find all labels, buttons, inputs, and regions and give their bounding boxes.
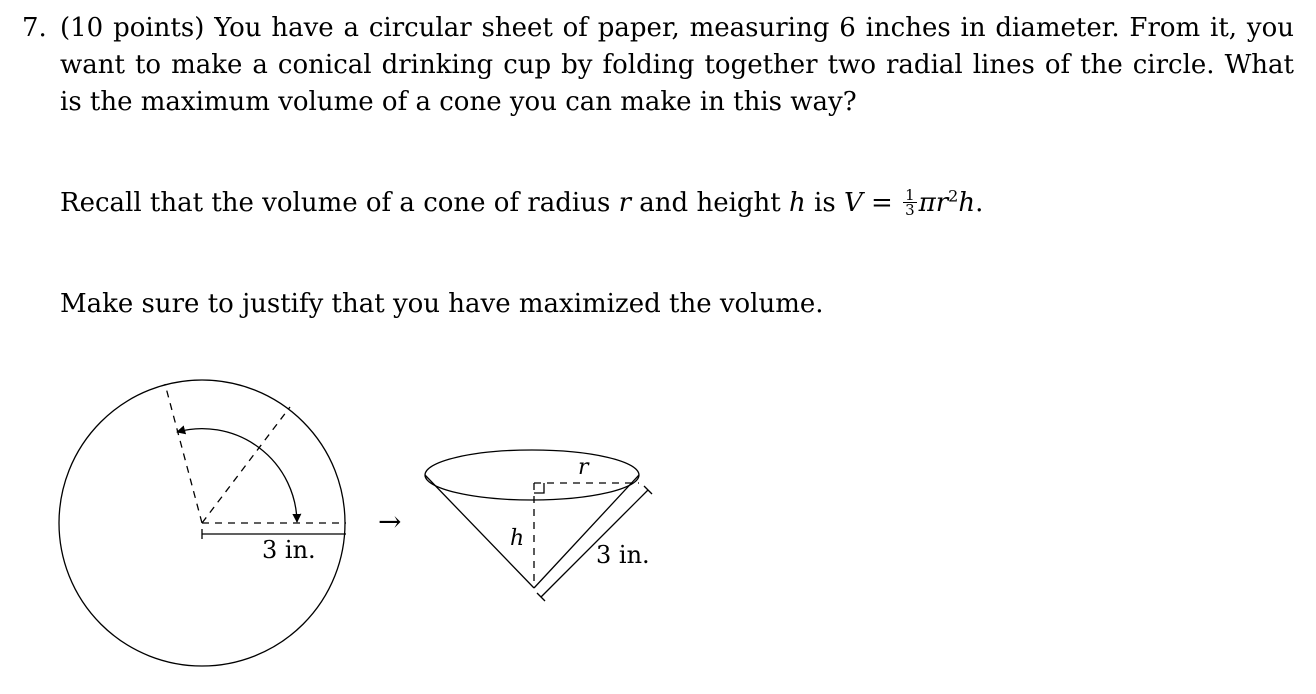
problem-block [22, 10, 1294, 121]
var-h-end: h [958, 188, 976, 218]
r-squared-base: r [935, 188, 949, 218]
cone-height-label: h [510, 526, 525, 551]
cone-rim [425, 450, 639, 500]
var-V: V [843, 188, 863, 218]
problem-number: 7. [22, 13, 47, 43]
fold-arc-arrow [177, 429, 297, 522]
cone-slant-label: 3 in. [596, 541, 650, 569]
figure-svg [0, 370, 1316, 690]
figure [0, 370, 1316, 690]
pi-symbol: π [918, 188, 936, 218]
volume-formula-line [60, 185, 983, 222]
recall-and-height: and height [639, 188, 781, 218]
recall-prefix: Recall that the volume of a cone of radius [60, 188, 611, 218]
fraction-denominator: 3 [905, 200, 915, 219]
circle-radius-label: 3 in. [262, 536, 316, 564]
problem-statement: (10 points) You have a circular sheet of paper, measuring 6 inches in diameter. From it, you want to make a conical drinking cup by folding together two radial lines of the circle. What is the maximum volume of a cone you can make in this way? [60, 13, 1294, 117]
exponent-two: 2 [948, 186, 959, 206]
cone-diagram [425, 450, 652, 601]
justify-note: Make sure to justify that you have maximized the volume. [60, 289, 824, 319]
equals-sign: = [871, 188, 893, 218]
one-third-fraction [903, 185, 917, 219]
recall-is: is [814, 188, 836, 218]
var-h: h [789, 188, 806, 218]
cone-radius-label: r [578, 455, 589, 480]
radial-line-left [165, 384, 202, 523]
right-angle-marker [534, 483, 544, 493]
transform-arrow: → [378, 505, 402, 538]
cone-right-side [534, 475, 639, 588]
paper-circle-diagram [59, 380, 346, 666]
fraction-numerator: 1 [905, 185, 915, 204]
var-r: r [618, 188, 632, 218]
formula-period: . [975, 188, 984, 218]
